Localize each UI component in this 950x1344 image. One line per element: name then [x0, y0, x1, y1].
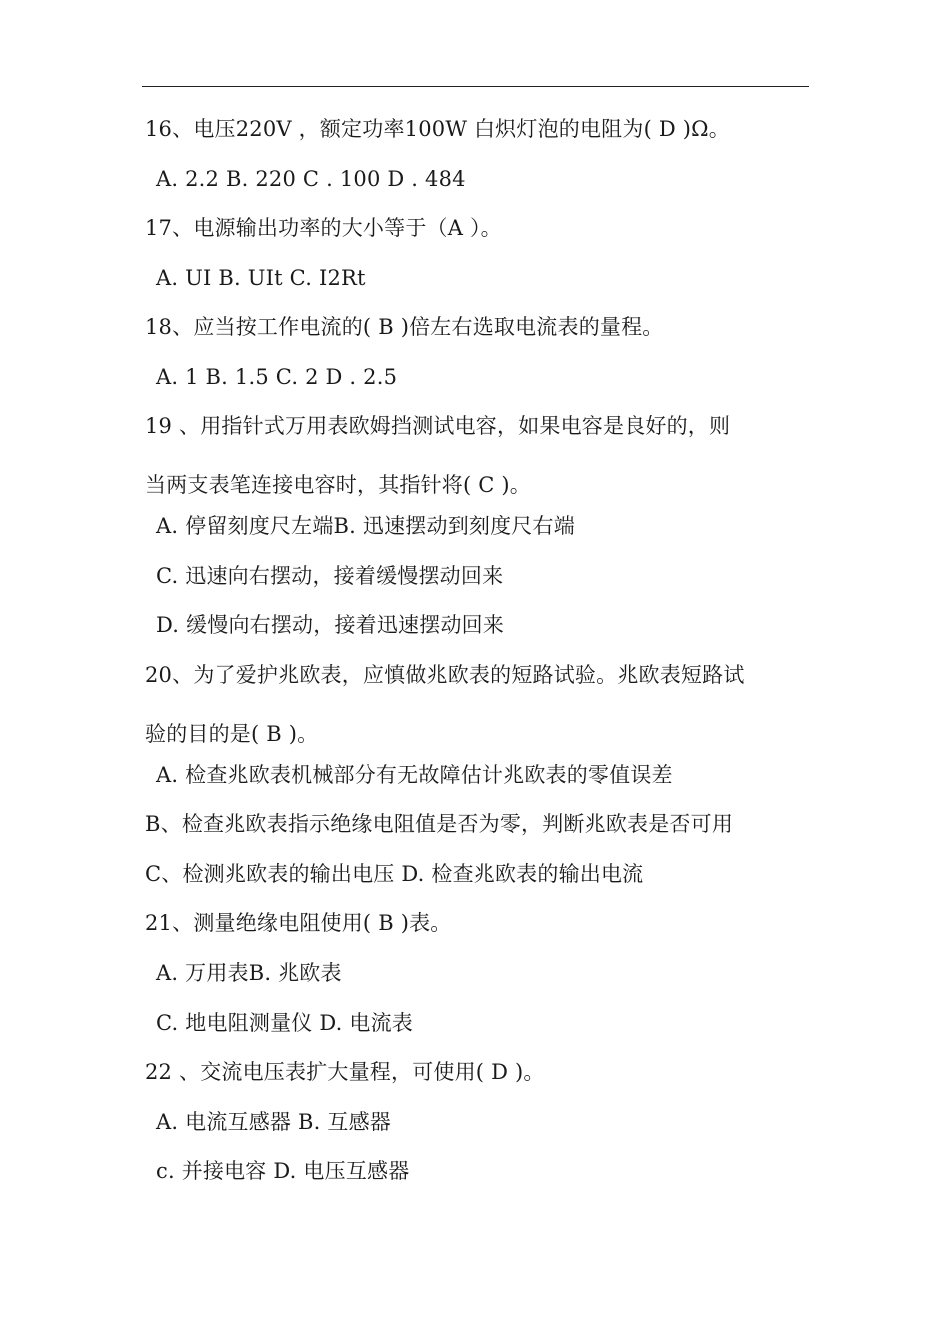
- question-20-option-b: B、检查兆欧表指示绝缘电阻值是否为零，判断兆欧表是否可用: [145, 812, 734, 836]
- question-22-option-cd: c. 并接电容 D. 电压互感器: [156, 1159, 410, 1183]
- question-19-option-c: C. 迅速向右摆动，接着缓慢摆动回来: [156, 564, 504, 588]
- question-19-line-2: 当两支表笔连接电容时，其指针将( C )。: [145, 473, 532, 497]
- question-21-option-cd: C. 地电阻测量仪 D. 电流表: [156, 1011, 413, 1035]
- question-21: 21、测量绝缘电阻使用( B )表。: [145, 911, 452, 935]
- question-22: 22 、交流电压表扩大量程，可使用( D )。: [145, 1060, 545, 1084]
- question-18-options: A. 1 B. 1.5 C. 2 D . 2.5: [156, 365, 398, 389]
- question-20-option-cd: C、检测兆欧表的输出电压 D. 检查兆欧表的输出电流: [145, 862, 644, 886]
- question-17: 17、电源输出功率的大小等于（A ）。: [145, 216, 502, 240]
- question-17-options: A. UI B. UIt C. I2Rt: [156, 266, 366, 290]
- question-19-option-ab: A. 停留刻度尺左端B. 迅速摆动到刻度尺右端: [156, 514, 575, 538]
- question-20-line-1: 20、为了爱护兆欧表，应慎做兆欧表的短路试验。兆欧表短路试: [145, 663, 745, 687]
- question-19-option-d: D. 缓慢向右摆动，接着迅速摆动回来: [156, 613, 505, 637]
- question-20-line-2: 验的目的是( B )。: [145, 722, 319, 746]
- question-18: 18、应当按工作电流的( B )倍左右选取电流表的量程。: [145, 315, 664, 339]
- question-21-option-ab: A. 万用表B. 兆欧表: [156, 961, 342, 985]
- question-19-line-1: 19 、用指针式万用表欧姆挡测试电容，如果电容是良好的，则: [145, 414, 731, 438]
- header-rule: [142, 86, 809, 87]
- question-16-options: A. 2.2 B. 220 C . 100 D . 484: [156, 167, 466, 191]
- question-20-option-a: A. 检查兆欧表机械部分有无故障估计兆欧表的零值误差: [156, 763, 673, 787]
- question-22-option-ab: A. 电流互感器 B. 互感器: [156, 1110, 391, 1134]
- question-16: 16、电压220V ，额定功率100W 白炽灯泡的电阻为( D )Ω。: [145, 117, 730, 141]
